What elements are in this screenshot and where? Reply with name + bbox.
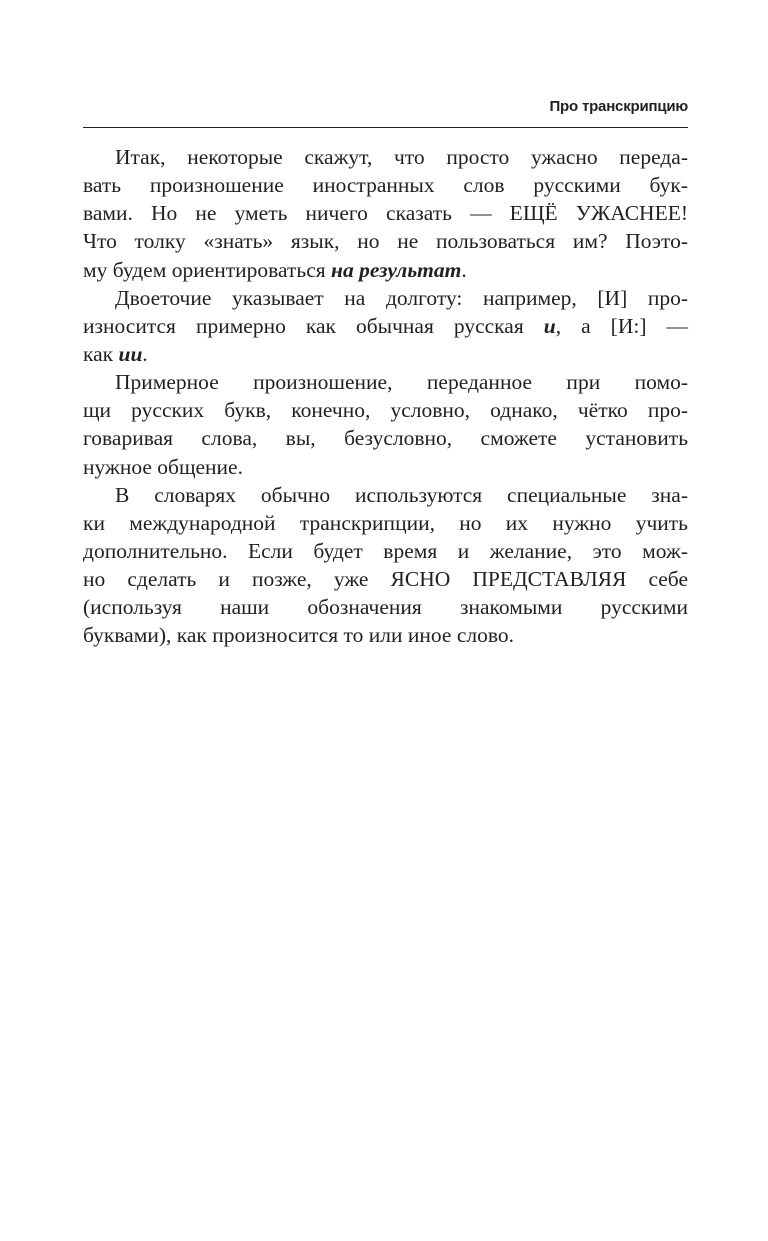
emphasis-text: ии	[118, 341, 143, 366]
paragraph	[83, 284, 688, 368]
emphasis-text: на результат	[331, 257, 462, 282]
header-rule	[83, 127, 688, 128]
text-segment: говаривая слова, вы, безусловно, сможете установить	[83, 426, 688, 451]
text-line	[83, 312, 688, 340]
text-segment: щи русских букв, конечно, условно, однако, чётко про-	[83, 398, 688, 423]
text-segment: (используя наши обозначения знакомыми русскими	[83, 595, 688, 620]
text-line	[83, 171, 688, 199]
text-segment: но сделать и позже, уже ЯСНО ПРЕДСТАВЛЯЯ себе	[83, 567, 688, 592]
text-segment: дополнительно. Если будет время и желание, это мож-	[83, 538, 688, 563]
text-line	[83, 621, 688, 649]
text-segment: Двоеточие указывает на долготу: например, [И] про-	[115, 285, 688, 310]
text-segment: вами. Но не уметь ничего сказать — ЕЩЁ УЖАСНЕЕ!	[83, 201, 688, 226]
text-segment: износится примерно как обычная русская	[83, 313, 544, 338]
text-segment: буквами), как произносится то или иное слово.	[83, 623, 514, 648]
paragraph	[83, 368, 688, 481]
paragraph	[83, 481, 688, 650]
paragraph	[83, 143, 688, 284]
text-segment: нужное общение.	[83, 454, 243, 479]
text-line	[83, 284, 688, 312]
text-segment: , а [И:] —	[555, 313, 688, 338]
text-segment: Что толку «знать» язык, но не пользоваться им? Поэто-	[83, 229, 688, 254]
text-line	[83, 396, 688, 424]
text-segment: Примерное произношение, переданное при помо-	[115, 370, 688, 395]
text-line	[83, 565, 688, 593]
text-segment: му будем ориентироваться	[83, 257, 332, 282]
text-line	[83, 509, 688, 537]
text-segment: вать произношение иностранных слов русскими бук-	[83, 173, 688, 198]
text-segment: как	[83, 341, 119, 366]
emphasis-text: и	[543, 313, 556, 338]
text-line	[83, 453, 688, 481]
text-segment: Итак, некоторые скажут, что просто ужасно переда-	[115, 145, 688, 169]
text-line	[83, 593, 688, 621]
text-line	[83, 537, 688, 565]
text-segment: .	[461, 257, 467, 282]
page-body	[83, 143, 688, 650]
text-line	[83, 256, 688, 284]
text-line	[83, 199, 688, 227]
text-line	[83, 227, 688, 255]
text-segment: .	[142, 341, 148, 366]
text-line	[83, 340, 688, 368]
running-header: Про транскрипцию	[549, 98, 688, 115]
text-line	[83, 481, 688, 509]
text-line	[83, 368, 688, 396]
text-line	[83, 143, 688, 171]
text-line	[83, 424, 688, 452]
text-segment: ки международной транскрипции, но их нужно учить	[83, 510, 688, 535]
text-segment: В словарях обычно используются специальные зна-	[115, 482, 688, 507]
